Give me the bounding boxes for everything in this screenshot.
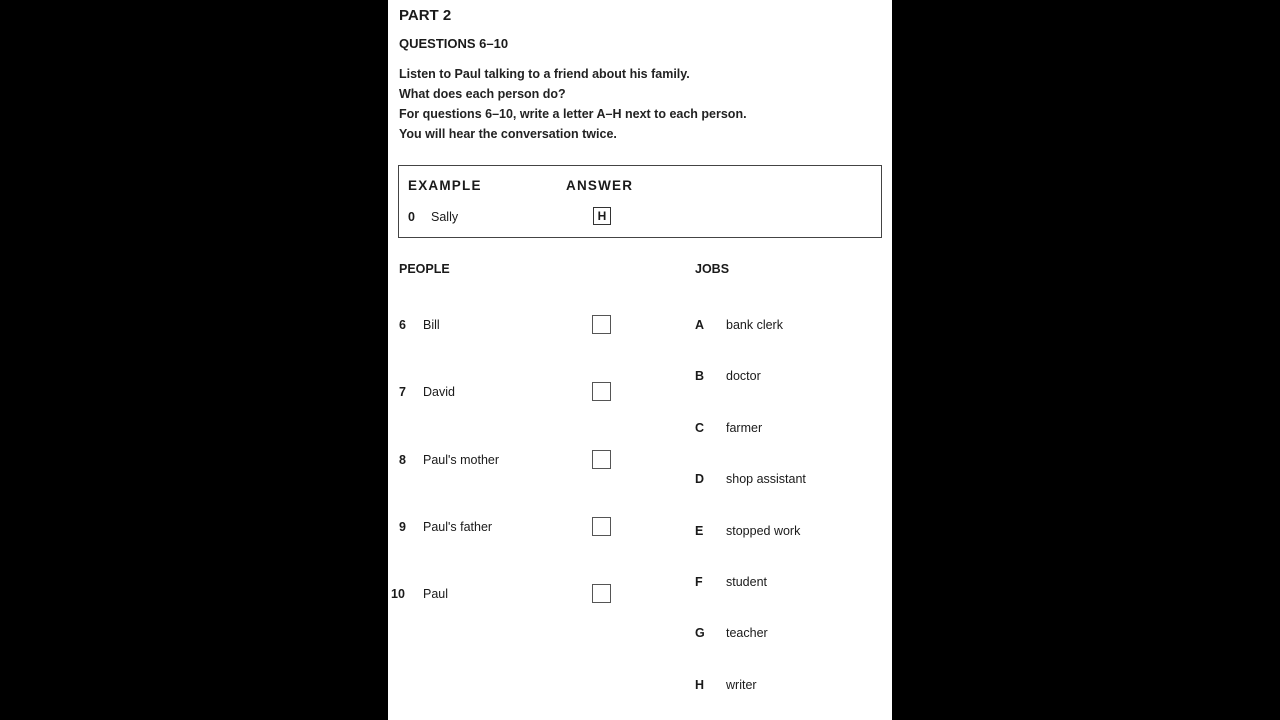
person-number: 10 <box>391 587 405 601</box>
example-answer-box: H <box>593 207 611 225</box>
exam-page <box>388 0 892 720</box>
job-letter: B <box>695 369 705 383</box>
job-text: shop assistant <box>726 472 806 486</box>
answer-box-7[interactable] <box>592 382 611 401</box>
part-title: PART 2 <box>399 7 452 24</box>
example-label: EXAMPLE <box>408 178 482 193</box>
answer-box-9[interactable] <box>592 517 611 536</box>
example-box <box>398 165 882 238</box>
person-number: 7 <box>399 385 406 399</box>
job-text: doctor <box>726 369 761 383</box>
job-text: farmer <box>726 421 763 435</box>
instruction-line: You will hear the conversation twice. <box>399 127 617 141</box>
job-text: bank clerk <box>726 318 783 332</box>
example-number: 0 <box>408 210 415 224</box>
jobs-heading: JOBS <box>695 262 730 276</box>
person-number: 8 <box>399 453 406 467</box>
job-text: writer <box>726 678 757 692</box>
instruction-line: Listen to Paul talking to a friend about his family. <box>399 67 690 81</box>
answer-box-8[interactable] <box>592 450 611 469</box>
person-name: Paul's father <box>423 520 493 534</box>
job-text: teacher <box>726 626 768 640</box>
job-text: student <box>726 575 768 589</box>
example-name: Sally <box>431 210 459 224</box>
answer-box-6[interactable] <box>592 315 611 334</box>
person-name: Paul's mother <box>423 453 500 467</box>
questions-title: QUESTIONS 6–10 <box>399 36 509 51</box>
job-letter: C <box>695 421 705 435</box>
job-letter: G <box>695 626 705 640</box>
job-letter: D <box>695 472 705 486</box>
person-number: 9 <box>399 520 406 534</box>
answer-box-10[interactable] <box>592 584 611 603</box>
job-text: stopped work <box>726 524 801 538</box>
instruction-line: What does each person do? <box>399 87 566 101</box>
person-number: 6 <box>399 318 406 332</box>
answer-label: ANSWER <box>566 178 634 193</box>
person-name: Paul <box>423 587 449 601</box>
job-letter: E <box>695 524 704 538</box>
person-name: David <box>423 385 455 399</box>
instruction-line: For questions 6–10, write a letter A–H next to each person. <box>399 107 747 121</box>
job-letter: H <box>695 678 705 692</box>
job-letter: F <box>695 575 703 589</box>
job-letter: A <box>695 318 705 332</box>
people-heading: PEOPLE <box>399 262 450 276</box>
person-name: Bill <box>423 318 440 332</box>
